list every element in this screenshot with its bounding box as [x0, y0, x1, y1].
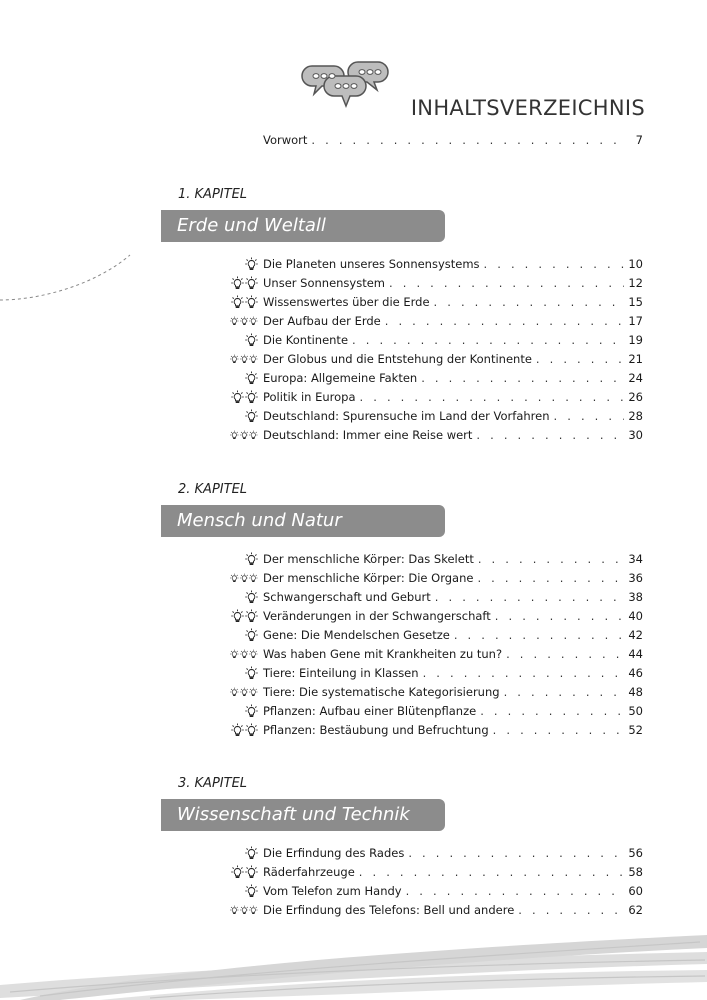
lightbulb-icon	[249, 647, 258, 661]
toc-entry-page: 42	[628, 628, 643, 642]
lightbulb-icon	[245, 276, 258, 290]
dot-leader	[504, 683, 625, 701]
dot-leader	[477, 569, 624, 587]
lightbulb-icon	[231, 723, 244, 737]
dot-leader	[434, 293, 625, 311]
toc-entry-label: Europa: Allgemeine Fakten	[263, 371, 418, 385]
lightbulb-icon	[231, 865, 244, 879]
dot-leader	[480, 702, 624, 720]
lightbulb-icon	[230, 428, 239, 442]
toc-entry[interactable]	[263, 388, 643, 406]
toc-entry-label: Räderfahrzeuge	[263, 865, 355, 879]
toc-entry[interactable]	[263, 626, 643, 644]
toc-entry[interactable]	[263, 588, 643, 606]
toc-entry-label: Die Erfindung des Telefons: Bell und andere	[263, 903, 515, 917]
lightbulb-icon	[230, 903, 239, 917]
dot-leader	[352, 331, 624, 349]
difficulty-rating	[230, 647, 258, 661]
lightbulb-icon	[245, 628, 258, 642]
difficulty-rating	[230, 723, 258, 737]
toc-entry[interactable]	[263, 274, 643, 292]
toc-entry-page: 50	[628, 704, 643, 718]
lightbulb-icon	[249, 314, 258, 328]
lightbulb-icon	[230, 352, 239, 366]
lightbulb-icon	[249, 685, 258, 699]
toc-entry[interactable]	[263, 293, 643, 311]
toc-entry[interactable]	[263, 569, 643, 587]
difficulty-rating	[230, 685, 258, 699]
toc-entry-label: Die Planeten unseres Sonnensystems	[263, 257, 480, 271]
dot-leader	[478, 550, 625, 568]
lightbulb-icon	[245, 723, 258, 737]
toc-entry-page: 44	[628, 647, 643, 661]
toc-entry-page: 40	[628, 609, 643, 623]
toc-entry-label: Der menschliche Körper: Das Skelett	[263, 552, 474, 566]
toc-entry-label: Der Aufbau der Erde	[263, 314, 381, 328]
toc-entry-page: 12	[628, 276, 643, 290]
lightbulb-icon	[230, 685, 239, 699]
toc-entry-page: 19	[628, 333, 643, 347]
lightbulb-icon	[245, 390, 258, 404]
difficulty-rating	[230, 609, 258, 623]
chapter-2-title: Mensch und Natur	[161, 505, 445, 537]
lightbulb-icon	[231, 295, 244, 309]
chapter-3-title: Wissenschaft und Technik	[161, 799, 445, 831]
toc-entry[interactable]	[263, 721, 643, 739]
toc-entry-label: Vom Telefon zum Handy	[263, 884, 402, 898]
dot-leader	[359, 863, 625, 881]
toc-entry[interactable]	[263, 312, 643, 330]
difficulty-rating	[230, 903, 258, 917]
dot-leader	[554, 407, 625, 425]
toc-entry-label: Tiere: Einteilung in Klassen	[263, 666, 419, 680]
toc-entry[interactable]	[263, 550, 643, 568]
toc-entry[interactable]	[263, 901, 643, 919]
dot-leader	[389, 274, 624, 292]
lightbulb-icon	[245, 590, 258, 604]
toc-entry[interactable]	[263, 664, 643, 682]
dot-leader	[423, 664, 625, 682]
lightbulb-icon	[249, 352, 258, 366]
toc-entry-label: Was haben Gene mit Krankheiten zu tun?	[263, 647, 503, 661]
lightbulb-icon	[245, 371, 258, 385]
toc-entry-page: 58	[628, 865, 643, 879]
lightbulb-icon	[245, 704, 258, 718]
lightbulb-icon	[230, 647, 239, 661]
toc-entry-label: Der menschliche Körper: Die Organe	[263, 571, 474, 585]
dot-leader	[360, 388, 625, 406]
toc-entry-label: Die Kontinente	[263, 333, 349, 347]
toc-entry-label: Der Globus und die Entstehung der Kontinente	[263, 352, 532, 366]
toc-entry-label: Schwangerschaft und Geburt	[263, 590, 431, 604]
dot-leader	[435, 588, 625, 606]
toc-entry-page: 28	[628, 409, 643, 423]
toc-entry-label: Gene: Die Mendelschen Gesetze	[263, 628, 450, 642]
toc-entry[interactable]	[263, 255, 643, 273]
toc-entry-label: Veränderungen in der Schwangerschaft	[263, 609, 491, 623]
lightbulb-icon	[245, 666, 258, 680]
toc-entry-label: Pflanzen: Bestäubung und Befruchtung	[263, 723, 489, 737]
lightbulb-icon	[245, 609, 258, 623]
toc-entry-page: 24	[628, 371, 643, 385]
toc-entry-label: Pflanzen: Aufbau einer Blütenpflanze	[263, 704, 477, 718]
toc-entry[interactable]	[263, 369, 643, 387]
toc-entry[interactable]	[263, 407, 643, 425]
lightbulb-icon	[245, 257, 258, 271]
difficulty-rating	[230, 257, 258, 271]
toc-entry[interactable]	[263, 645, 643, 663]
difficulty-rating	[230, 390, 258, 404]
difficulty-rating	[230, 371, 258, 385]
dot-leader	[484, 255, 625, 273]
difficulty-rating	[230, 884, 258, 898]
difficulty-rating	[230, 428, 258, 442]
difficulty-rating	[230, 352, 258, 366]
lightbulb-icon	[231, 390, 244, 404]
lightbulb-icon	[240, 314, 249, 328]
lightbulb-icon	[240, 685, 249, 699]
toc-entry[interactable]	[263, 426, 643, 444]
lightbulb-icon	[240, 647, 249, 661]
lightbulb-icon	[245, 865, 258, 879]
toc-entry[interactable]	[263, 683, 643, 701]
dot-leader	[495, 607, 625, 625]
lightbulb-icon	[249, 571, 258, 585]
toc-entry-page: 17	[628, 314, 643, 328]
toc-entry-label: Unser Sonnensystem	[263, 276, 386, 290]
dot-leader	[518, 901, 624, 919]
toc-entry[interactable]	[263, 350, 643, 368]
dot-leader	[506, 645, 624, 663]
lightbulb-icon	[230, 314, 239, 328]
lightbulb-icon	[230, 571, 239, 585]
chapter-2-label: 2. KAPITEL	[178, 482, 248, 497]
dot-leader	[385, 312, 625, 330]
lightbulb-icon	[240, 903, 249, 917]
lightbulb-icon	[240, 571, 249, 585]
toc-entry-page: 60	[628, 884, 643, 898]
toc-entry-label: Deutschland: Spurensuche im Land der Vorfahren	[263, 409, 550, 423]
toc-entry[interactable]	[263, 331, 643, 349]
dot-leader	[406, 882, 625, 900]
toc-entry-page: 62	[628, 903, 643, 917]
page-title: INHALTSVERZEICHNIS	[410, 96, 645, 121]
difficulty-rating	[230, 295, 258, 309]
dot-leader	[536, 350, 624, 368]
lightbulb-icon	[245, 846, 258, 860]
decorative-curve	[0, 250, 135, 310]
chapter-1-title: Erde und Weltall	[161, 210, 445, 242]
difficulty-rating	[230, 666, 258, 680]
toc-entry-page: 48	[628, 685, 643, 699]
toc-entry-page: 21	[628, 352, 643, 366]
difficulty-rating	[230, 628, 258, 642]
toc-entry-page: 30	[628, 428, 643, 442]
dot-leader	[421, 369, 624, 387]
lightbulb-icon	[240, 428, 249, 442]
difficulty-rating	[230, 704, 258, 718]
difficulty-rating	[230, 314, 258, 328]
difficulty-rating	[230, 846, 258, 860]
difficulty-rating	[230, 865, 258, 879]
lightbulb-icon	[245, 884, 258, 898]
toc-entry-page: 15	[628, 295, 643, 309]
difficulty-rating	[230, 571, 258, 585]
toc-entry[interactable]	[263, 882, 643, 900]
difficulty-rating	[230, 552, 258, 566]
difficulty-rating	[230, 333, 258, 347]
lightbulb-icon	[245, 409, 258, 423]
toc-entry[interactable]	[263, 702, 643, 720]
lightbulb-icon	[249, 428, 258, 442]
dot-leader	[476, 426, 624, 444]
toc-entry[interactable]	[263, 844, 643, 862]
chapter-3-label: 3. KAPITEL	[178, 776, 248, 791]
toc-entry-label: Vorwort	[263, 133, 308, 147]
difficulty-rating	[230, 590, 258, 604]
chapter-1-label: 1. KAPITEL	[178, 187, 248, 202]
toc-entry-vorwort[interactable]	[263, 131, 643, 149]
toc-entry-page: 46	[628, 666, 643, 680]
toc-entry-label: Tiere: Die systematische Kategorisierung	[263, 685, 500, 699]
toc-entry-page: 7	[635, 133, 643, 147]
difficulty-rating	[230, 276, 258, 290]
dot-leader	[408, 844, 624, 862]
toc-entry-page: 52	[628, 723, 643, 737]
toc-entry-label: Politik in Europa	[263, 390, 356, 404]
lightbulb-icon	[249, 903, 258, 917]
toc-entry-label: Die Erfindung des Rades	[263, 846, 405, 860]
toc-entry-page: 56	[628, 846, 643, 860]
difficulty-rating	[230, 409, 258, 423]
lightbulb-icon	[231, 276, 244, 290]
lightbulb-icon	[245, 295, 258, 309]
toc-entry-page: 26	[628, 390, 643, 404]
dot-leader	[311, 131, 627, 149]
lightbulb-icon	[231, 609, 244, 623]
toc-entry-page: 34	[628, 552, 643, 566]
toc-entry-page: 10	[628, 257, 643, 271]
toc-entry-label: Deutschland: Immer eine Reise wert	[263, 428, 473, 442]
toc-entry-label: Wissenswertes über die Erde	[263, 295, 430, 309]
toc-entry-page: 38	[628, 590, 643, 604]
speech-bubbles-icon	[300, 58, 392, 108]
toc-entry[interactable]	[263, 607, 643, 625]
brush-stroke-decoration	[0, 930, 707, 1000]
lightbulb-icon	[245, 552, 258, 566]
lightbulb-icon	[240, 352, 249, 366]
lightbulb-icon	[245, 333, 258, 347]
dot-leader	[454, 626, 625, 644]
toc-entry[interactable]	[263, 863, 643, 881]
dot-leader	[493, 721, 625, 739]
toc-entry-page: 36	[628, 571, 643, 585]
